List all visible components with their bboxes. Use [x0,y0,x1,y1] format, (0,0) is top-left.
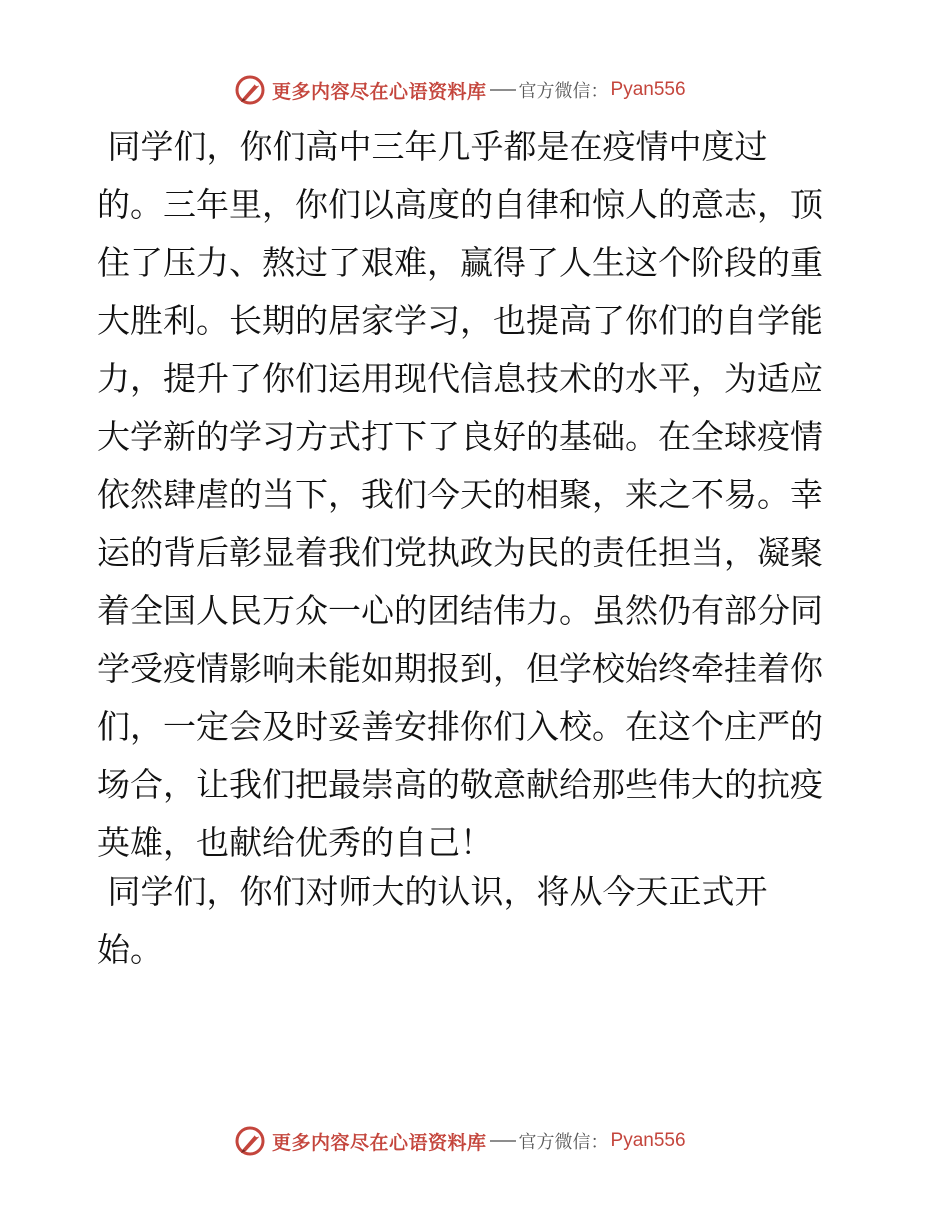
quill-pen-logo-icon [234,74,266,106]
paragraph-2 [97,863,768,979]
text-line: 依然肆虐的当下，我们今天的相聚，来之不易。幸 [97,475,823,514]
text-line: 力，提升了你们运用现代信息技术的水平，为适应 [97,359,823,398]
text-line: 们，一定会及时妥善安排你们入校。在这个庄严的 [97,707,823,746]
watermark-dash [490,1140,516,1142]
text-line: 大胜利。长期的居家学习，也提高了你们的自学能 [97,301,823,340]
text-line: 始。 [97,930,163,969]
watermark-dash [490,89,516,91]
text-line: 场合，让我们把最崇高的敬意献给那些伟大的抗疫 [97,765,823,804]
watermark-wechat-label: 官方微信： [518,81,609,102]
quill-pen-logo-icon [234,1125,266,1157]
watermark-wechat-id: Pyan556 [610,1130,686,1151]
text-line: 同学们，你们高中三年几乎都是在疫情中度过 [97,127,768,166]
watermark-header [234,73,734,107]
watermark-footer [234,1124,734,1158]
text-line: 住了压力、熬过了艰难，赢得了人生这个阶段的重 [97,243,823,282]
watermark-wechat-label: 官方微信： [518,1132,609,1153]
watermark-title: 更多内容尽在心语资料库 [272,1131,487,1154]
text-line: 运的背后彰显着我们党执政为民的责任担当，凝聚 [97,533,823,572]
watermark-title: 更多内容尽在心语资料库 [272,80,487,103]
text-line: 的。三年里，你们以高度的自律和惊人的意志，顶 [97,185,823,224]
paragraph-1 [97,118,823,872]
text-line: 学受疫情影响未能如期报到，但学校始终牵挂着你 [97,649,823,688]
text-line: 英雄，也献给优秀的自己！ [97,823,493,862]
text-line: 大学新的学习方式打下了良好的基础。在全球疫情 [97,417,823,456]
text-line: 着全国人民万众一心的团结伟力。虽然仍有部分同 [97,591,823,630]
text-line: 同学们，你们对师大的认识，将从今天正式开 [97,872,768,911]
watermark-wechat-id: Pyan556 [610,79,686,100]
